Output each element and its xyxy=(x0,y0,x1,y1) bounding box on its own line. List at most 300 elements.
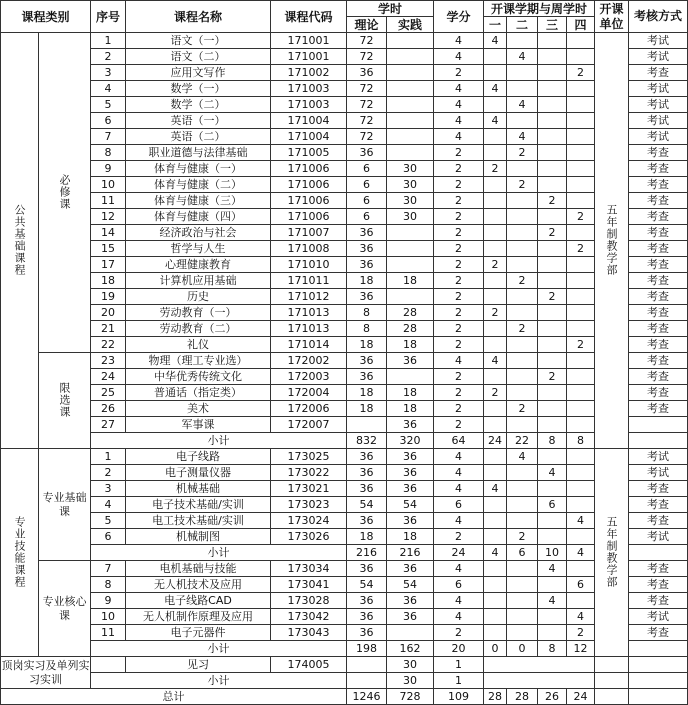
table-row xyxy=(1,193,688,209)
sem4-cell xyxy=(567,289,595,305)
sem4-cell: 2 xyxy=(567,337,595,353)
credit-cell: 2 xyxy=(434,321,484,337)
assess-cell: 考查 xyxy=(629,241,688,257)
sem1-cell xyxy=(484,145,507,161)
table-row xyxy=(1,689,688,705)
seq-cell xyxy=(91,657,126,673)
seq-cell: 9 xyxy=(91,593,126,609)
header-assess: 考核方式 xyxy=(629,1,688,33)
sem2-cell xyxy=(507,257,538,273)
sem3-cell xyxy=(538,321,567,337)
credit-cell: 2 xyxy=(434,241,484,257)
sem3-cell xyxy=(538,449,567,465)
sem3-cell xyxy=(538,33,567,49)
practice-hours-cell xyxy=(387,369,434,385)
sem2-cell: 2 xyxy=(507,145,538,161)
course-name-cell: 无人机制作原理及应用 xyxy=(126,609,271,625)
course-name-cell: 应用文写作 xyxy=(126,65,271,81)
course-name-cell: 劳动教育（一） xyxy=(126,305,271,321)
theory-hours-cell: 36 xyxy=(347,609,387,625)
practice-hours-cell xyxy=(387,225,434,241)
group-limited xyxy=(39,353,91,449)
theory-hours-cell: 36 xyxy=(347,481,387,497)
course-code-cell: 172007 xyxy=(271,417,347,433)
seq-cell: 10 xyxy=(91,609,126,625)
sem4-cell xyxy=(567,145,595,161)
seq-cell: 7 xyxy=(91,561,126,577)
seq-cell: 12 xyxy=(91,209,126,225)
practice-hours-cell: 36 xyxy=(387,481,434,497)
sem4-cell xyxy=(567,33,595,49)
table-row xyxy=(1,545,688,561)
header-code: 课程代码 xyxy=(271,1,347,33)
table-row xyxy=(1,209,688,225)
course-code-cell: 171012 xyxy=(271,289,347,305)
sem3-cell xyxy=(538,145,567,161)
subtotal-sem3: 8 xyxy=(538,433,567,449)
seq-cell: 1 xyxy=(91,449,126,465)
credit-cell: 4 xyxy=(434,513,484,529)
credit-cell: 2 xyxy=(434,385,484,401)
table-row xyxy=(1,145,688,161)
assess-cell xyxy=(629,433,688,449)
course-code-cell: 171011 xyxy=(271,273,347,289)
practice-hours-cell xyxy=(387,81,434,97)
credit-cell: 2 xyxy=(434,369,484,385)
practice-hours-cell: 18 xyxy=(387,401,434,417)
credit-cell: 2 xyxy=(434,209,484,225)
sem3-cell xyxy=(538,385,567,401)
credit-cell: 2 xyxy=(434,225,484,241)
course-code-cell: 171004 xyxy=(271,129,347,145)
assess-cell: 考试 xyxy=(629,49,688,65)
course-name-cell: 哲学与人生 xyxy=(126,241,271,257)
table-row xyxy=(1,385,688,401)
sem1-cell xyxy=(484,497,507,513)
sem4-cell: 6 xyxy=(567,577,595,593)
course-name-cell: 数学（一） xyxy=(126,81,271,97)
table-row xyxy=(1,673,688,689)
credit-cell: 4 xyxy=(434,129,484,145)
sem1-cell xyxy=(484,401,507,417)
course-name-cell: 电子线路CAD xyxy=(126,593,271,609)
assess-cell: 考试 xyxy=(629,97,688,113)
theory-hours-cell: 36 xyxy=(347,241,387,257)
sem2-cell xyxy=(507,369,538,385)
subtotal-theory: 216 xyxy=(347,545,387,561)
assess-cell xyxy=(629,657,688,673)
sem1-cell xyxy=(484,609,507,625)
sem1-cell xyxy=(484,49,507,65)
credit-cell: 4 xyxy=(434,49,484,65)
sem4-cell: 2 xyxy=(567,65,595,81)
table-row xyxy=(1,305,688,321)
sem2-cell: 2 xyxy=(507,529,538,545)
subtotal-credit: 24 xyxy=(434,545,484,561)
table-row xyxy=(1,321,688,337)
sem-cells xyxy=(484,657,595,673)
assess-cell: 考试 xyxy=(629,33,688,49)
subtotal-theory xyxy=(347,673,387,689)
credit-cell: 2 xyxy=(434,401,484,417)
table-row xyxy=(1,177,688,193)
practice-hours-cell: 54 xyxy=(387,497,434,513)
seq-cell: 2 xyxy=(91,49,126,65)
sem2-cell xyxy=(507,513,538,529)
sem4-cell xyxy=(567,193,595,209)
sem1-cell xyxy=(484,225,507,241)
seq-cell: 8 xyxy=(91,577,126,593)
sem4-cell xyxy=(567,385,595,401)
subtotal-sem1: 0 xyxy=(484,641,507,657)
seq-cell: 3 xyxy=(91,65,126,81)
course-code-cell: 171014 xyxy=(271,337,347,353)
subtotal-sem2: 22 xyxy=(507,433,538,449)
course-name-cell: 物理（理工专业选） xyxy=(126,353,271,369)
sem-cells xyxy=(484,673,595,689)
practice-hours-cell: 36 xyxy=(387,593,434,609)
sem1-cell xyxy=(484,529,507,545)
theory-hours-cell: 8 xyxy=(347,321,387,337)
total-label: 总计 xyxy=(1,689,347,705)
course-name-cell: 历史 xyxy=(126,289,271,305)
course-code-cell: 173042 xyxy=(271,609,347,625)
theory-hours-cell xyxy=(347,417,387,433)
course-name-cell: 电子元器件 xyxy=(126,625,271,641)
assess-cell: 考试 xyxy=(629,81,688,97)
sem3-cell xyxy=(538,161,567,177)
sem2-cell xyxy=(507,33,538,49)
header-sem4: 四 xyxy=(567,17,595,33)
table-row xyxy=(1,593,688,609)
practice-hours-cell xyxy=(387,241,434,257)
seq-cell: 17 xyxy=(91,257,126,273)
assess-cell: 考查 xyxy=(629,497,688,513)
sem2-cell xyxy=(507,593,538,609)
sem1-cell xyxy=(484,129,507,145)
header-theory: 理论 xyxy=(347,17,387,33)
total-sem2: 28 xyxy=(507,689,538,705)
assess-cell: 考查 xyxy=(629,145,688,161)
assess-cell xyxy=(629,417,688,433)
course-name-cell: 普通话（指定类） xyxy=(126,385,271,401)
practice-hours-cell: 36 xyxy=(387,449,434,465)
sem4-cell: 2 xyxy=(567,625,595,641)
sem3-cell: 2 xyxy=(538,193,567,209)
theory-hours-cell: 36 xyxy=(347,289,387,305)
seq-cell: 25 xyxy=(91,385,126,401)
credit-cell: 6 xyxy=(434,577,484,593)
table-row xyxy=(1,337,688,353)
table-row xyxy=(1,257,688,273)
sem1-cell xyxy=(484,513,507,529)
credit-cell: 4 xyxy=(434,561,484,577)
practice-hours-cell: 54 xyxy=(387,577,434,593)
sem2-cell xyxy=(507,193,538,209)
header-credit: 学分 xyxy=(434,1,484,33)
theory-hours-cell: 36 xyxy=(347,625,387,641)
seq-cell: 20 xyxy=(91,305,126,321)
seq-cell: 3 xyxy=(91,481,126,497)
subtotal-practice: 320 xyxy=(387,433,434,449)
seq-cell: 9 xyxy=(91,161,126,177)
seq-cell: 22 xyxy=(91,337,126,353)
sem4-cell xyxy=(567,257,595,273)
assess-cell: 考查 xyxy=(629,273,688,289)
table-row xyxy=(1,129,688,145)
theory-hours-cell: 72 xyxy=(347,33,387,49)
table-header xyxy=(1,1,688,33)
sem2-cell xyxy=(507,417,538,433)
sem3-cell xyxy=(538,273,567,289)
practice-hours-cell xyxy=(387,145,434,161)
sem2-cell: 4 xyxy=(507,49,538,65)
credit-cell: 4 xyxy=(434,81,484,97)
course-name-cell: 电子测量仪器 xyxy=(126,465,271,481)
table-row xyxy=(1,529,688,545)
sem1-cell: 4 xyxy=(484,81,507,97)
assess-cell: 考查 xyxy=(629,625,688,641)
seq-cell: 4 xyxy=(91,81,126,97)
sem4-cell xyxy=(567,401,595,417)
credit-cell: 2 xyxy=(434,145,484,161)
course-code-cell: 173021 xyxy=(271,481,347,497)
subtotal-label: 小计 xyxy=(91,641,347,657)
sem4-cell xyxy=(567,305,595,321)
table-row xyxy=(1,97,688,113)
course-name-cell: 体育与健康（二） xyxy=(126,177,271,193)
course-name-cell: 美术 xyxy=(126,401,271,417)
theory-hours-cell: 72 xyxy=(347,113,387,129)
sem3-cell: 6 xyxy=(538,497,567,513)
practice-hours-cell xyxy=(387,33,434,49)
sem3-cell xyxy=(538,81,567,97)
sem1-cell xyxy=(484,593,507,609)
assess-cell: 考查 xyxy=(629,305,688,321)
sem3-cell xyxy=(538,113,567,129)
group-public-label: 公共基础课程 xyxy=(13,203,26,276)
theory-hours-cell: 36 xyxy=(347,513,387,529)
sem4-cell xyxy=(567,81,595,97)
header-sem2: 二 xyxy=(507,17,538,33)
theory-hours-cell: 72 xyxy=(347,49,387,65)
course-code-cell: 171006 xyxy=(271,209,347,225)
sem2-cell xyxy=(507,81,538,97)
sem3-cell xyxy=(538,401,567,417)
subtotal-label: 小计 xyxy=(91,545,347,561)
sem4-cell xyxy=(567,97,595,113)
header-unit: 开课单位 xyxy=(595,1,629,33)
course-name-cell: 体育与健康（一） xyxy=(126,161,271,177)
assess-cell: 考试 xyxy=(629,449,688,465)
practice-hours-cell: 36 xyxy=(387,353,434,369)
unit-cell xyxy=(595,689,629,705)
practice-hours-cell: 36 xyxy=(387,465,434,481)
practice-hours-cell: 30 xyxy=(387,193,434,209)
sem2-cell xyxy=(507,209,538,225)
practice-hours-cell xyxy=(387,97,434,113)
header-hours: 学时 xyxy=(347,1,434,17)
credit-cell: 2 xyxy=(434,305,484,321)
unit-public xyxy=(595,33,629,449)
seq-cell: 15 xyxy=(91,241,126,257)
assess-cell: 考查 xyxy=(629,193,688,209)
course-name-cell: 电机基础与技能 xyxy=(126,561,271,577)
sem3-cell: 2 xyxy=(538,289,567,305)
practice-hours-cell: 36 xyxy=(387,561,434,577)
credit-cell: 2 xyxy=(434,193,484,209)
practice-hours-cell xyxy=(387,257,434,273)
credit-cell: 4 xyxy=(434,449,484,465)
sem3-cell: 4 xyxy=(538,593,567,609)
theory-hours-cell: 18 xyxy=(347,529,387,545)
total-practice: 728 xyxy=(387,689,434,705)
table-row xyxy=(1,481,688,497)
seq-cell: 11 xyxy=(91,193,126,209)
subtotal-sem2: 6 xyxy=(507,545,538,561)
sem1-cell xyxy=(484,289,507,305)
credit-cell: 4 xyxy=(434,481,484,497)
assess-cell: 考查 xyxy=(629,353,688,369)
sem3-cell: 2 xyxy=(538,225,567,241)
course-code-cell: 171005 xyxy=(271,145,347,161)
sem1-cell xyxy=(484,193,507,209)
sem2-cell xyxy=(507,337,538,353)
sem2-cell xyxy=(507,241,538,257)
sem2-cell: 2 xyxy=(507,273,538,289)
theory-hours-cell: 6 xyxy=(347,209,387,225)
assess-cell: 考查 xyxy=(629,65,688,81)
subtotal-practice: 162 xyxy=(387,641,434,657)
practice-hours-cell: 30 xyxy=(387,161,434,177)
practice-hours-cell: 30 xyxy=(387,657,434,673)
credit-cell: 4 xyxy=(434,465,484,481)
sem4-cell xyxy=(567,449,595,465)
course-name-cell: 体育与健康（四） xyxy=(126,209,271,225)
group-pro-basic: 专业基础课 xyxy=(39,449,91,561)
practice-hours-cell: 30 xyxy=(387,177,434,193)
credit-cell: 4 xyxy=(434,609,484,625)
course-name-cell: 电工技术基础/实训 xyxy=(126,513,271,529)
assess-cell: 考试 xyxy=(629,609,688,625)
sem4-cell xyxy=(567,353,595,369)
sem4-cell xyxy=(567,369,595,385)
sem3-cell xyxy=(538,353,567,369)
practice-hours-cell: 18 xyxy=(387,529,434,545)
sem3-cell: 4 xyxy=(538,465,567,481)
seq-cell: 14 xyxy=(91,225,126,241)
theory-hours-cell: 54 xyxy=(347,497,387,513)
sem1-cell xyxy=(484,465,507,481)
sem2-cell: 4 xyxy=(507,449,538,465)
header-sem3: 三 xyxy=(538,17,567,33)
assess-cell: 考试 xyxy=(629,129,688,145)
subtotal-sem2: 0 xyxy=(507,641,538,657)
sem3-cell xyxy=(538,65,567,81)
table-row xyxy=(1,641,688,657)
theory-hours-cell: 36 xyxy=(347,593,387,609)
course-code-cell: 172004 xyxy=(271,385,347,401)
course-name-cell: 语文（一） xyxy=(126,33,271,49)
seq-cell: 10 xyxy=(91,177,126,193)
credit-cell: 2 xyxy=(434,161,484,177)
credit-cell: 2 xyxy=(434,289,484,305)
sem2-cell xyxy=(507,65,538,81)
group-professional xyxy=(1,449,39,657)
subtotal-credit: 20 xyxy=(434,641,484,657)
sem2-cell xyxy=(507,161,538,177)
table-row xyxy=(1,497,688,513)
credit-cell: 2 xyxy=(434,177,484,193)
course-name-cell: 劳动教育（二） xyxy=(126,321,271,337)
practice-hours-cell: 36 xyxy=(387,609,434,625)
course-name-cell: 英语（一） xyxy=(126,113,271,129)
seq-cell: 21 xyxy=(91,321,126,337)
theory-hours-cell: 6 xyxy=(347,161,387,177)
table-row xyxy=(1,401,688,417)
sem4-cell xyxy=(567,129,595,145)
assess-cell: 考查 xyxy=(629,561,688,577)
subtotal-sem3: 8 xyxy=(538,641,567,657)
seq-cell: 5 xyxy=(91,97,126,113)
sem4-cell xyxy=(567,49,595,65)
sem4-cell xyxy=(567,497,595,513)
table-row xyxy=(1,433,688,449)
course-name-cell: 语文（二） xyxy=(126,49,271,65)
practice-hours-cell: 36 xyxy=(387,417,434,433)
sem2-cell xyxy=(507,561,538,577)
theory-hours-cell: 54 xyxy=(347,577,387,593)
assess-cell: 考查 xyxy=(629,369,688,385)
course-name-cell: 礼仪 xyxy=(126,337,271,353)
sem1-cell xyxy=(484,65,507,81)
subtotal-theory: 832 xyxy=(347,433,387,449)
sem2-cell xyxy=(507,113,538,129)
theory-hours-cell: 6 xyxy=(347,177,387,193)
subtotal-sem4: 12 xyxy=(567,641,595,657)
course-name-cell: 心理健康教育 xyxy=(126,257,271,273)
assess-cell: 考试 xyxy=(629,465,688,481)
credit-cell: 2 xyxy=(434,273,484,289)
seq-cell: 8 xyxy=(91,145,126,161)
table-row xyxy=(1,289,688,305)
course-code-cell: 172002 xyxy=(271,353,347,369)
sem2-cell xyxy=(507,289,538,305)
theory-hours-cell: 6 xyxy=(347,193,387,209)
assess-cell xyxy=(629,641,688,657)
seq-cell: 1 xyxy=(91,33,126,49)
sem3-cell xyxy=(538,209,567,225)
table-row xyxy=(1,241,688,257)
course-code-cell: 171006 xyxy=(271,177,347,193)
assess-cell: 考查 xyxy=(629,385,688,401)
course-name-cell: 军事课 xyxy=(126,417,271,433)
sem4-cell xyxy=(567,529,595,545)
sem4-cell: 2 xyxy=(567,209,595,225)
header-name: 课程名称 xyxy=(126,1,271,33)
sem1-cell: 2 xyxy=(484,305,507,321)
table-row xyxy=(1,449,688,465)
sem1-cell xyxy=(484,337,507,353)
practice-hours-cell xyxy=(387,289,434,305)
course-name-cell: 电子线路 xyxy=(126,449,271,465)
practice-hours-cell: 18 xyxy=(387,337,434,353)
sem1-cell xyxy=(484,97,507,113)
course-name-cell: 机械基础 xyxy=(126,481,271,497)
sem2-cell xyxy=(507,625,538,641)
course-code-cell: 171003 xyxy=(271,81,347,97)
sem3-cell xyxy=(538,513,567,529)
